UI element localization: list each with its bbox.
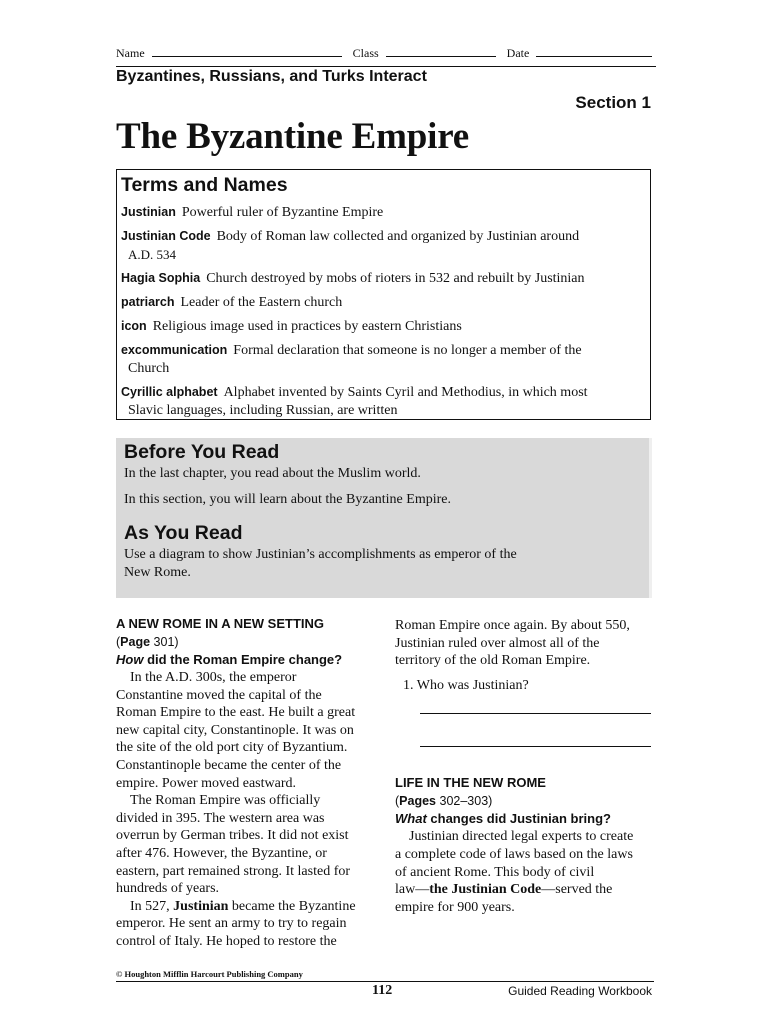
text-line: hundreds of years. bbox=[116, 881, 220, 897]
text-line: overrun by German tribes. It did not exist bbox=[116, 828, 349, 844]
term-definition: Religious image used in practices by eastern Christians bbox=[152, 319, 462, 334]
left-column bbox=[116, 615, 378, 951]
text-line: In the A.D. 300s, the emperor bbox=[130, 670, 297, 685]
page-title: The Byzantine Empire bbox=[116, 116, 469, 157]
section-heading: A NEW ROME IN A NEW SETTING bbox=[116, 616, 324, 631]
question-word: What bbox=[395, 811, 427, 827]
section-number: Section 1 bbox=[575, 93, 651, 112]
text-line: The Roman Empire was officially bbox=[130, 793, 321, 809]
chapter-title: Byzantines, Russians, and Turks Interact bbox=[116, 66, 656, 86]
key-term: Justinian bbox=[173, 898, 229, 914]
guiding-question bbox=[395, 810, 655, 828]
question-text: changes did Justinian bring? bbox=[430, 811, 611, 827]
term-definition: Body of Roman law collected and organized by Justinian around bbox=[216, 229, 580, 244]
as-you-read-heading: As You Read bbox=[124, 522, 243, 544]
as-you-read-text: Use a diagram to show Justinian’s accomplishments as emperor of the bbox=[124, 547, 517, 562]
term-definition: Powerful ruler of Byzantine Empire bbox=[181, 205, 384, 220]
before-you-read-text: In this section, you will learn about the Byzantine Empire. bbox=[124, 492, 451, 507]
before-you-read-heading: Before You Read bbox=[124, 441, 280, 463]
text-line: after 476. However, the Byzantine, or bbox=[116, 845, 327, 861]
text-line: Constantinople became the center of the bbox=[116, 757, 342, 773]
term-definition-cont: A.D. 534 bbox=[128, 247, 177, 262]
right-column bbox=[395, 617, 655, 916]
text-line: of ancient Rome. This body of civil bbox=[395, 864, 595, 880]
term-item bbox=[121, 269, 646, 288]
name-label: Name bbox=[116, 46, 145, 60]
page-label: Page bbox=[120, 635, 151, 649]
term-item bbox=[121, 227, 646, 264]
as-you-read-text: New Rome. bbox=[124, 565, 191, 580]
text-line: Justinian directed legal experts to create bbox=[409, 829, 634, 845]
terms-box bbox=[116, 169, 651, 420]
text-line: Justinian ruled over almost all of the bbox=[395, 635, 600, 651]
text-line bbox=[116, 898, 378, 916]
page-reference: (Pages 302–303) bbox=[395, 794, 493, 809]
term-definition: Alphabet invented by Saints Cyril and Methodius, in which most bbox=[223, 385, 588, 400]
term-name: Hagia Sophia bbox=[121, 271, 201, 285]
text-line: territory of the old Roman Empire. bbox=[395, 653, 591, 669]
question-text: did the Roman Empire change? bbox=[147, 652, 343, 667]
term-name: Justinian bbox=[121, 205, 176, 219]
answer-line[interactable] bbox=[420, 712, 651, 714]
term-name: excommunication bbox=[121, 343, 228, 357]
text-line: empire for 900 years. bbox=[395, 899, 515, 915]
term-name: patriarch bbox=[121, 295, 175, 309]
term-name: icon bbox=[121, 319, 147, 333]
date-blank[interactable] bbox=[536, 46, 652, 57]
text-line: new capital city, Constantinople. It was on bbox=[116, 722, 354, 738]
name-blank[interactable] bbox=[152, 46, 342, 57]
before-you-read-text: In the last chapter, you read about the Muslim world. bbox=[124, 466, 421, 481]
term-item bbox=[121, 341, 646, 378]
text-line: Roman Empire once again. By about 550, bbox=[395, 618, 630, 633]
text-line: the site of the old port city of Byzantium. bbox=[116, 740, 348, 756]
term-item bbox=[121, 203, 646, 222]
page-number: 112 bbox=[372, 983, 393, 998]
terms-heading: Terms and Names bbox=[121, 174, 288, 196]
text-fragment: In 527, bbox=[130, 898, 170, 914]
text-fragment: became the Byzantine bbox=[231, 898, 356, 914]
term-name: Cyrillic alphabet bbox=[121, 385, 218, 399]
page-label: Pages bbox=[399, 794, 437, 809]
text-line: divided in 395. The western area was bbox=[116, 810, 325, 826]
class-blank[interactable] bbox=[386, 46, 496, 57]
text-fragment: —served the bbox=[541, 882, 613, 898]
text-line: emperor. He sent an army to try to regain bbox=[116, 916, 347, 932]
text-line: a complete code of laws based on the laws bbox=[395, 846, 633, 862]
text-line: eastern, part remained strong. It lasted for bbox=[116, 863, 351, 879]
footer-divider bbox=[116, 981, 654, 982]
reading-intro-box bbox=[116, 438, 652, 598]
text-line: empire. Power moved eastward. bbox=[116, 775, 296, 791]
term-item bbox=[121, 383, 646, 420]
page-reference: (Page 301) bbox=[116, 635, 179, 649]
page-ref-number: 301 bbox=[153, 635, 175, 649]
term-definition-cont: Church bbox=[128, 361, 170, 376]
class-label: Class bbox=[352, 46, 379, 60]
term-definition: Leader of the Eastern church bbox=[180, 295, 343, 310]
section-heading: LIFE IN THE NEW ROME bbox=[395, 775, 546, 791]
text-line: Constantine moved the capital of the bbox=[116, 687, 322, 703]
text-line: Roman Empire to the east. He built a great bbox=[116, 705, 356, 721]
text-line: control of Italy. He hoped to restore the bbox=[116, 933, 337, 949]
copyright-notice: © Houghton Mifflin Harcourt Publishing Company bbox=[116, 969, 303, 979]
term-item bbox=[121, 317, 646, 336]
term-definition: Church destroyed by mobs of rioters in 532 and rebuilt by Justinian bbox=[206, 271, 585, 286]
term-item bbox=[121, 293, 646, 312]
term-name: Justinian Code bbox=[121, 229, 211, 243]
question-word: How bbox=[116, 652, 144, 667]
text-fragment: law— bbox=[395, 882, 430, 898]
workbook-title: Guided Reading Workbook bbox=[508, 984, 652, 998]
page-ref-number: 302–303 bbox=[439, 794, 489, 809]
date-label: Date bbox=[506, 46, 530, 60]
answer-line[interactable] bbox=[420, 745, 651, 747]
guiding-question bbox=[116, 651, 378, 669]
text-line bbox=[395, 881, 655, 899]
key-term: the Justinian Code bbox=[429, 882, 542, 898]
term-definition: Formal declaration that someone is no longer a member of the bbox=[233, 343, 582, 358]
student-info-fields bbox=[116, 46, 656, 61]
review-question: 1. Who was Justinian? bbox=[403, 677, 529, 693]
term-definition-cont: Slavic languages, including Russian, are written bbox=[128, 403, 398, 418]
